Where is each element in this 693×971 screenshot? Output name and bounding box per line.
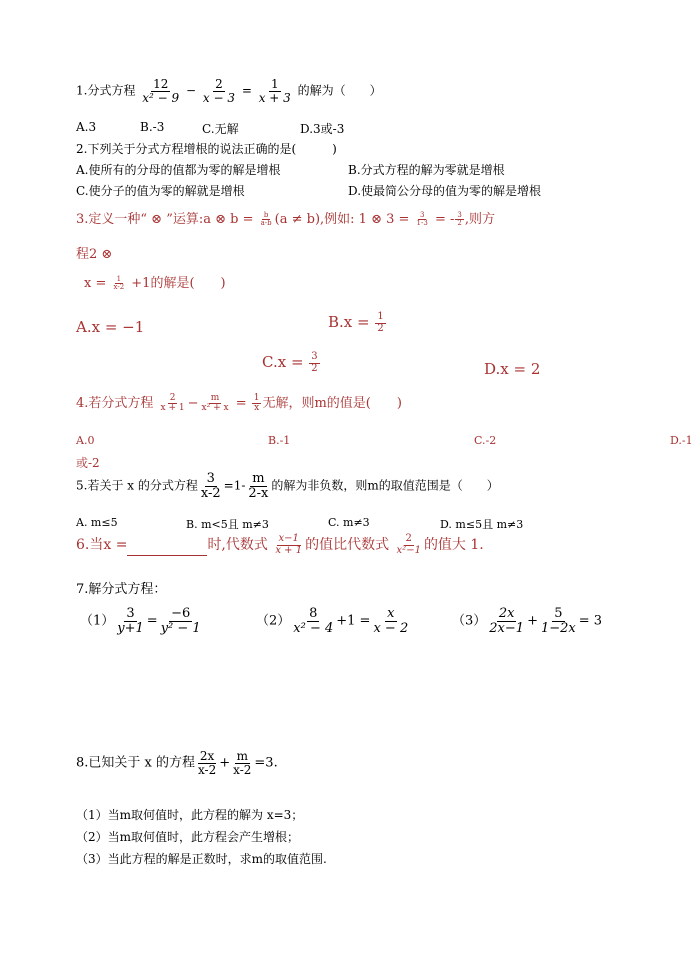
q1-option-b: B.-3	[140, 120, 165, 134]
q3-option-d: D.x = 2	[484, 360, 541, 378]
q1-frac2: $\frac{2}{x - 3}$	[202, 77, 235, 105]
q8-stem: 8.已知关于 x 的方程 $\frac{2x}{x-2}$ + $\frac{m}{x-2}$ =3.	[76, 749, 278, 777]
q4-stem: 4.若分式方程 $\frac{2}{x + 1}$ − $\frac{m}{\text{x² + x}}$ = $\frac{1}{x}$ 无解，则m的值是( )	[76, 392, 402, 413]
q3-eq-frac: $\frac{1}{x-2}$	[113, 274, 125, 291]
q2-option-b: B.分式方程的解为零就是增根	[348, 163, 505, 177]
q8-frac1: $\frac{2x}{x-2}$	[198, 749, 217, 777]
q6-stem: 6.当x = 时,代数式 $\frac{x-1}{x + 1}$ 的值比代数式 $\frac{2}{\text{x²−1}}$ 的值大 1.	[76, 533, 484, 556]
q8-sub3: （3）当此方程的解是正数时，求m的取值范围.	[76, 852, 327, 866]
q4-frac2: $\frac{m}{\text{x² + x}}$	[201, 392, 229, 413]
q4-frac1: $\frac{2}{x + 1}$	[160, 392, 185, 413]
q2-option-d: D.使最简公分母的值为零的解是增根	[348, 184, 542, 198]
q4-option-a: A.0	[76, 434, 95, 447]
q5-frac1: $\frac{3}{x-2}$	[200, 471, 221, 501]
q4-option-d: D.-1	[670, 434, 693, 447]
q3-option-c: C.x = $\frac{3}{2}$	[262, 351, 318, 374]
q7-p1-frac2: $\frac{-6}{\text{y² − 1}}$	[160, 606, 201, 636]
q5-option-a: A. m≤5	[76, 516, 118, 529]
q1-option-c: C.无解	[202, 122, 239, 136]
q4-option-c: C.-2	[474, 434, 497, 447]
q7-part3: （3） $\frac{2x}{2x-1}$ + $\frac{5}{1-2x}$ = 3	[452, 606, 603, 636]
q1-frac1: $\frac{12}{\text{x² − 9}}$	[142, 77, 180, 105]
q6-answer-blank[interactable]	[127, 541, 207, 556]
q4-option-d-cont: 或-2	[76, 456, 100, 470]
q4-frac3: $\frac{1}{x}$	[253, 392, 260, 413]
q7-part2: （2） $\frac{8}{\text{x² − 4}}$ +1 = $\frac{x}{x - 2}$	[256, 606, 409, 636]
q5-stem: 5.若关于 x 的分式方程 $\frac{3}{x-2}$ =1- $\frac{m}{2-x}$ 的解为非负数，则m的取值范围是（ ）	[76, 471, 499, 501]
q6-frac1: $\frac{x-1}{x + 1}$	[275, 533, 303, 556]
q3-option-b: B.x = $\frac{1}{2}$	[328, 311, 384, 334]
q3-def-frac: $\frac{b}{a-b}$	[260, 210, 272, 227]
q5-option-b: B. m<5且 m≠3	[186, 518, 269, 531]
q7-p1-frac1: $\frac{3}{y+1}$	[117, 606, 144, 636]
q7-p2-frac1: $\frac{8}{\text{x² − 4}}$	[293, 606, 334, 636]
q3-stem-line2: 程2 ⊗	[76, 247, 113, 262]
q8-frac2: $\frac{m}{x-2}$	[233, 749, 252, 777]
q1-option-a: A.3	[76, 120, 97, 134]
q1-frac3: $\frac{1}{x + 3}$	[258, 77, 291, 105]
q7-p3-frac1: $\frac{2x}{2x-1}$	[489, 606, 525, 636]
q1-stem: 1.分式方程 $\frac{12}{\text{x² − 9}}$ − $\frac{2}{x - 3}$ = $\frac{1}{x + 3}$ 的解为（ ）	[76, 77, 382, 105]
q3-stem-line1: 3.定义一种“ ⊗ ”运算:a ⊗ b = $\frac{b}{a-b}$ (a ≠ b),例如: 1 ⊗ 3 = $\frac{3}{1-3}$ = - $\frac{3}{2}$ ,则方	[76, 210, 495, 227]
q8-sub2: （2）当m取何值时，此方程会产生增根；	[76, 830, 300, 844]
q7-title: 7.解分式方程：	[76, 582, 167, 597]
q7-p3-frac2: $\frac{5}{1-2x}$	[540, 606, 576, 636]
q3-stem-line3: x = $\frac{1}{x-2}$ +1的解是( )	[84, 274, 226, 291]
q3-example-frac2: $\frac{3}{2}$	[457, 210, 462, 227]
q2-option-c: C.使分子的值为零的解就是增根	[76, 184, 245, 198]
q5-frac2: $\frac{m}{2-x}$	[248, 471, 269, 501]
q7-part1: （1） $\frac{3}{y+1}$ = $\frac{-6}{\text{y² − 1}}$	[80, 606, 201, 636]
q3-option-a: A.x = −1	[76, 318, 145, 336]
q7-p2-frac2: $\frac{x}{x - 2}$	[373, 606, 409, 636]
q1-option-d: D.3或-3	[300, 122, 345, 136]
q3-option-c-frac: $\frac{3}{2}$	[311, 351, 318, 374]
q6-frac2: $\frac{2}{\text{x²−1}}$	[396, 533, 421, 556]
q3-option-b-frac: $\frac{1}{2}$	[377, 311, 384, 334]
q8-sub1: （1）当m取何值时，此方程的解为 x=3；	[76, 808, 304, 822]
q5-option-d: D. m≤5且 m≠3	[440, 518, 524, 531]
q4-option-b: B.-1	[268, 434, 291, 447]
q2-option-a: A.使所有的分母的值都为零的解是增根	[76, 163, 281, 177]
q5-option-c: C. m≠3	[328, 516, 370, 529]
q2-stem: 2.下列关于分式方程增根的说法正确的是( )	[76, 142, 337, 156]
q3-example-frac1: $\frac{3}{1-3}$	[416, 210, 428, 227]
